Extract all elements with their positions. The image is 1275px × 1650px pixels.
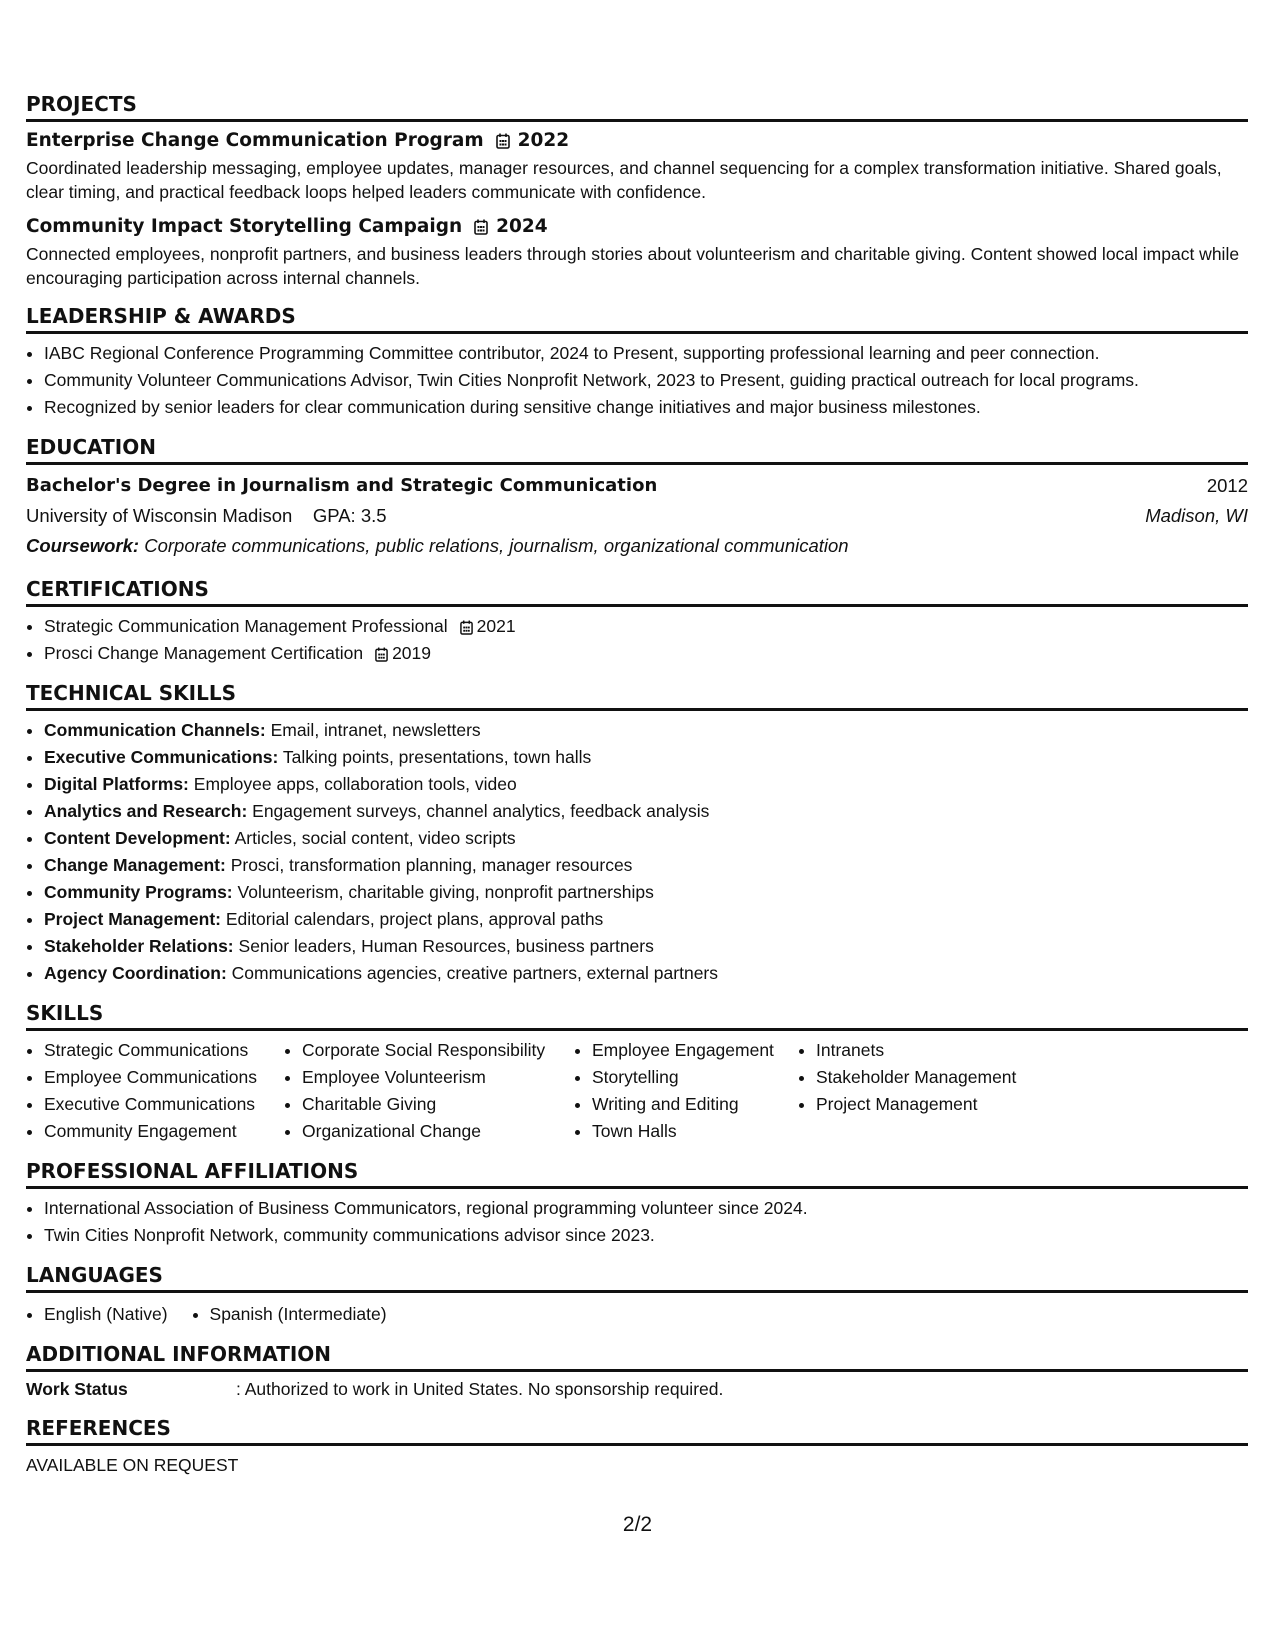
- skill-item: • Storytelling: [592, 1064, 798, 1091]
- skill-item: • Employee Communications: [44, 1064, 284, 1091]
- skill-values: Communications agencies, creative partners, external partners: [231, 963, 718, 983]
- project-name: Community Impact Storytelling Campaign: [26, 216, 463, 237]
- skill-item: • Executive Communications: [44, 1091, 284, 1118]
- list-item: [44, 744, 1248, 771]
- skills-column: [574, 1037, 798, 1145]
- certification-year: 2019: [392, 643, 431, 663]
- skill-category: Community Programs:: [44, 882, 233, 902]
- certifications-section: [26, 577, 1248, 667]
- project-name: Enterprise Change Communication Program: [26, 130, 484, 151]
- skill-category: Change Management:: [44, 855, 226, 875]
- certifications-list: [26, 613, 1248, 667]
- skill-item: • Stakeholder Management: [816, 1064, 1076, 1091]
- work-status-value: : Authorized to work in United States. No sponsorship required.: [236, 1379, 724, 1399]
- skill-item: • Charitable Giving: [302, 1091, 574, 1118]
- skill-values: Editorial calendars, project plans, approval paths: [225, 909, 604, 929]
- skill-values: Prosci, transformation planning, manager resources: [230, 855, 633, 875]
- work-status-label: Work Status: [26, 1379, 128, 1399]
- calendar-icon: [474, 219, 488, 235]
- skill-category: Agency Coordination:: [44, 963, 227, 983]
- skill-values: Engagement surveys, channel analytics, feedback analysis: [252, 801, 710, 821]
- skill-item: • Project Management: [816, 1091, 1076, 1118]
- skills-column: [284, 1037, 574, 1145]
- skills-section: [26, 1001, 1248, 1145]
- list-item: [44, 771, 1248, 798]
- section-title-leadership: LEADERSHIP & AWARDS: [26, 304, 1248, 334]
- project-item: [26, 128, 1248, 204]
- certification-name: Prosci Change Management Certification: [44, 643, 364, 663]
- skill-item: • Town Halls: [592, 1118, 798, 1145]
- languages-list: [26, 1301, 1248, 1328]
- leadership-list: [26, 340, 1248, 421]
- list-item: [44, 852, 1248, 879]
- affiliations-section: [26, 1159, 1248, 1249]
- skill-category: Stakeholder Relations:: [44, 936, 234, 956]
- skill-item: • Employee Engagement: [592, 1037, 798, 1064]
- project-year: 2024: [496, 216, 548, 237]
- skill-values: Volunteerism, charitable giving, nonprofit partnerships: [237, 882, 654, 902]
- technical-skills-list: [26, 717, 1248, 987]
- certification-year: 2021: [476, 616, 516, 636]
- list-item: • Community Volunteer Communications Advisor, Twin Cities Nonprofit Network, 2023 to Present, guiding practical outreach for local programs.: [44, 367, 1248, 394]
- skill-category: Analytics and Research:: [44, 801, 248, 821]
- projects-section: [26, 92, 1248, 290]
- list-item: [44, 640, 1248, 667]
- school-location: Madison, WI: [1145, 505, 1248, 526]
- skill-category: Project Management:: [44, 909, 221, 929]
- project-item: [26, 214, 1248, 290]
- technical-skills-section: [26, 681, 1248, 987]
- graduation-year: 2012: [1206, 475, 1248, 496]
- section-title-affiliations: PROFESSIONAL AFFILIATIONS: [26, 1159, 1248, 1189]
- skills-column: [798, 1037, 1076, 1145]
- skill-values: Articles, social content, video scripts: [234, 828, 516, 848]
- skill-item: • Writing and Editing: [592, 1091, 798, 1118]
- calendar-icon: [496, 133, 510, 149]
- section-title-technical-skills: TECHNICAL SKILLS: [26, 681, 1248, 711]
- list-item: [44, 906, 1248, 933]
- project-year: 2022: [517, 130, 570, 151]
- list-item: [44, 717, 1248, 744]
- affiliations-list: [26, 1195, 1248, 1249]
- list-item: • Twin Cities Nonprofit Network, community communications advisor since 2023.: [44, 1222, 1248, 1249]
- section-title-projects: PROJECTS: [26, 92, 1248, 122]
- skill-category: Communication Channels:: [44, 720, 266, 740]
- coursework-text: Corporate communications, public relations, journalism, organizational communication: [144, 535, 849, 556]
- leadership-section: [26, 304, 1248, 421]
- list-item: [44, 613, 1248, 640]
- skills-grid: [26, 1037, 1248, 1145]
- section-title-certifications: CERTIFICATIONS: [26, 577, 1248, 607]
- skill-category: Digital Platforms:: [44, 774, 189, 794]
- references-section: [26, 1416, 1248, 1478]
- languages-section: [26, 1263, 1248, 1328]
- references-text: AVAILABLE ON REQUEST: [26, 1455, 239, 1475]
- list-item: [44, 825, 1248, 852]
- calendar-icon: [460, 620, 473, 635]
- skill-values: Senior leaders, Human Resources, business partners: [238, 936, 654, 956]
- skill-item: • Intranets: [816, 1037, 1076, 1064]
- coursework-label: Coursework:: [26, 535, 140, 556]
- skill-item: • Organizational Change: [302, 1118, 574, 1145]
- skill-item: • Strategic Communications: [44, 1037, 284, 1064]
- resume-page: [26, 92, 1248, 1478]
- list-item: [44, 798, 1248, 825]
- page-number: 2/2: [622, 1513, 653, 1536]
- education-section: [26, 435, 1248, 561]
- certification-name: Strategic Communication Management Professional: [44, 616, 448, 636]
- additional-info-section: [26, 1342, 1248, 1402]
- skill-values: Email, intranet, newsletters: [270, 720, 481, 740]
- list-item: • IABC Regional Conference Programming Committee contributor, 2024 to Present, supporting professional learning and peer connection.: [44, 340, 1248, 367]
- section-title-additional-info: ADDITIONAL INFORMATION: [26, 1342, 1248, 1372]
- list-item: • Recognized by senior leaders for clear communication during sensitive change initiatives and major business milestones.: [44, 394, 1248, 421]
- section-title-references: REFERENCES: [26, 1416, 1248, 1446]
- skill-item: • Employee Volunteerism: [302, 1064, 574, 1091]
- language-item: • Spanish (Intermediate): [210, 1301, 387, 1328]
- skill-values: Talking points, presentations, town halls: [282, 747, 592, 767]
- skill-category: Executive Communications:: [44, 747, 279, 767]
- skill-item: • Community Engagement: [44, 1118, 284, 1145]
- section-title-languages: LANGUAGES: [26, 1263, 1248, 1293]
- project-description: Coordinated leadership messaging, employee updates, manager resources, and channel sequencing for a complex transformation initiative. Shared goals, clear timing, and practical feedback loops helped leaders communicate with confidence.: [26, 158, 1222, 202]
- gpa: GPA: 3.5: [312, 505, 387, 526]
- skill-category: Content Development:: [44, 828, 231, 848]
- skill-item: • Corporate Social Responsibility: [302, 1037, 574, 1064]
- language-item: • English (Native): [44, 1301, 168, 1328]
- skills-column: [26, 1037, 284, 1145]
- list-item: [44, 879, 1248, 906]
- project-description: Connected employees, nonprofit partners, and business leaders through stories about volunteerism and charitable giving. Content showed local impact while encouraging participation across internal channels.: [26, 244, 1240, 288]
- list-item: • International Association of Business Communicators, regional programming volunteer since 2024.: [44, 1195, 1248, 1222]
- list-item: [44, 960, 1248, 987]
- section-title-education: EDUCATION: [26, 435, 1248, 465]
- work-status-row: [26, 1376, 1248, 1402]
- list-item: [44, 933, 1248, 960]
- skill-values: Employee apps, collaboration tools, video: [193, 774, 517, 794]
- school-name: University of Wisconsin Madison: [26, 505, 293, 526]
- section-title-skills: SKILLS: [26, 1001, 1248, 1031]
- degree-name: Bachelor's Degree in Journalism and Strategic Communication: [26, 475, 658, 496]
- calendar-icon: [375, 647, 388, 662]
